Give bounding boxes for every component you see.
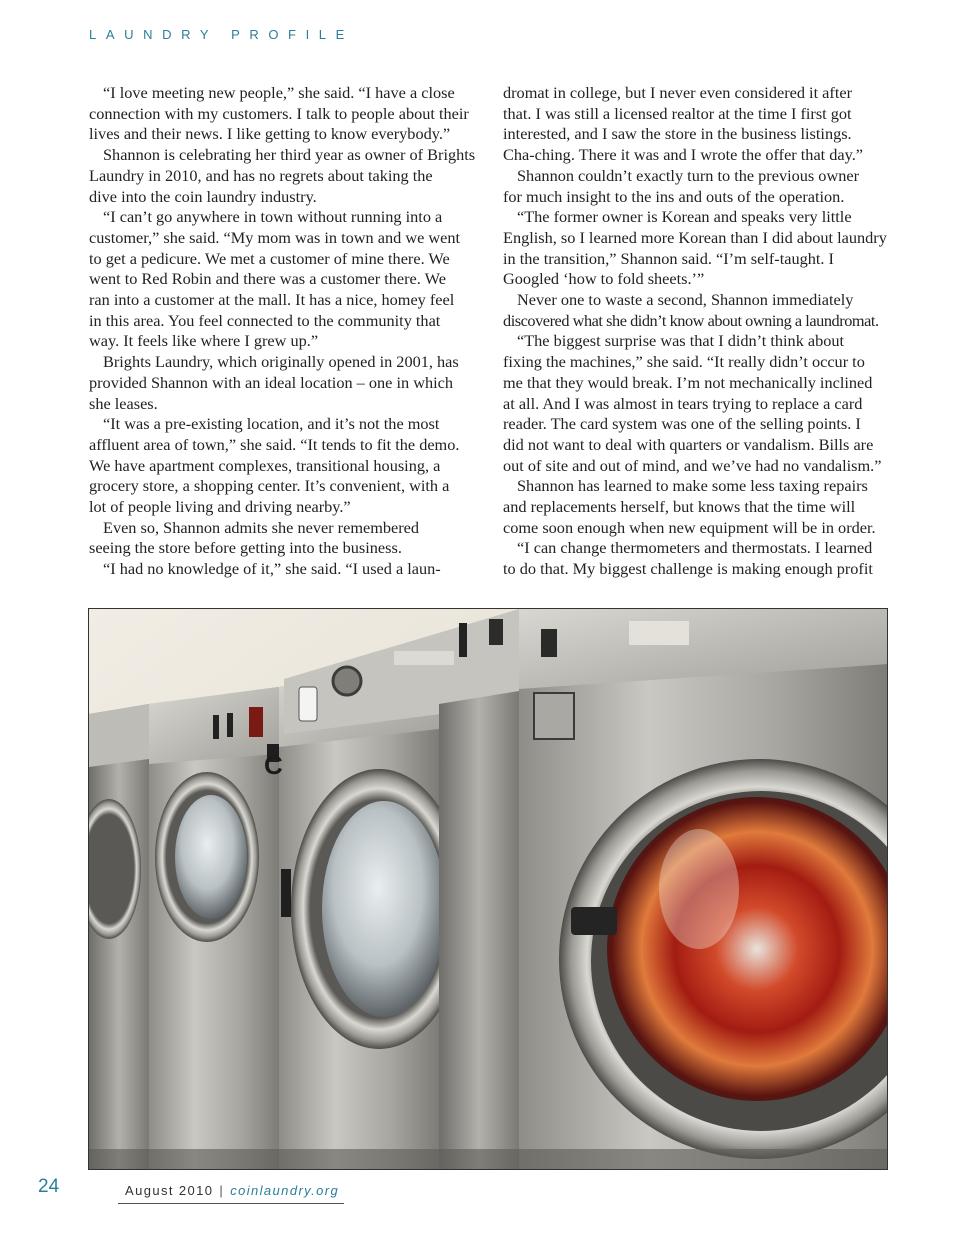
text-line: and replacements herself, but knows that the time will bbox=[503, 497, 856, 517]
text-line: Googled ‘how to fold sheets.’” bbox=[503, 269, 705, 289]
text-line: Shannon couldn’t exactly turn to the previous owner bbox=[517, 165, 859, 185]
laundromat-washers-photo bbox=[88, 608, 888, 1170]
text-line: went to Red Robin and there was a customer there. We bbox=[89, 269, 446, 289]
text-line: at all. And I was almost in tears trying to replace a card bbox=[503, 393, 863, 413]
paragraph bbox=[503, 476, 888, 538]
text-line: “I can’t go anywhere in town without running into a bbox=[103, 207, 443, 227]
text-line: me that they would break. I’m not mechanically inclined bbox=[503, 372, 873, 392]
paragraph bbox=[503, 207, 888, 290]
text-line: “The former owner is Korean and speaks very little bbox=[517, 207, 852, 227]
text-line: “It was a pre-existing location, and it’s not the most bbox=[103, 414, 440, 434]
paragraph bbox=[89, 207, 474, 352]
paragraph bbox=[503, 166, 888, 207]
text-line: “The biggest surprise was that I didn’t think about bbox=[517, 331, 845, 351]
text-line: reader. The card system was one of the selling points. I bbox=[503, 414, 861, 434]
text-line: that. I was still a licensed realtor at the time I first got bbox=[503, 103, 852, 123]
text-line: did not want to deal with quarters or vandalism. Bills are bbox=[503, 434, 874, 454]
paragraph bbox=[503, 538, 888, 579]
text-line: in this area. You feel connected to the community that bbox=[89, 310, 441, 330]
text-line: connection with my customers. I talk to people about their bbox=[89, 103, 469, 123]
text-line: Shannon has learned to make some less taxing repairs bbox=[517, 476, 868, 496]
text-line: to get a pedicure. We met a customer of mine there. We bbox=[89, 248, 450, 268]
text-line: “I love meeting new people,” she said. “I have a close bbox=[103, 83, 455, 102]
text-line: Never one to waste a second, Shannon immediately bbox=[517, 290, 854, 310]
footer-separator: | bbox=[219, 1183, 225, 1198]
paragraph bbox=[89, 414, 474, 518]
paragraph bbox=[89, 559, 474, 580]
footer-issue-line bbox=[125, 1183, 339, 1198]
text-line: affluent area of town,” she said. “It tends to fit the demo. bbox=[89, 434, 460, 454]
text-line: seeing the store before getting into the business. bbox=[89, 538, 402, 558]
text-line: Cha-ching. There it was and I wrote the offer that day.” bbox=[503, 145, 864, 165]
text-line: fixing the machines,” she said. “It really didn’t occur to bbox=[503, 352, 865, 372]
text-line: discovered what she didn’t know about owning a laundromat. bbox=[503, 310, 879, 330]
text-line: out of site and out of mind, and we’ve had no vandalism.” bbox=[503, 455, 882, 475]
website-link[interactable]: coinlaundry.org bbox=[230, 1183, 340, 1198]
text-line: come soon enough when new equipment will be in order. bbox=[503, 517, 876, 537]
text-line: “I can change thermometers and thermostats. I learned bbox=[517, 538, 873, 558]
text-line: dive into the coin laundry industry. bbox=[89, 186, 317, 206]
paragraph bbox=[503, 290, 888, 331]
paragraph bbox=[503, 83, 888, 166]
text-line: Laundry in 2010, and has no regrets about taking the bbox=[89, 165, 433, 185]
text-line: grocery store, a shopping center. It’s convenient, with a bbox=[89, 476, 450, 496]
page-number: 24 bbox=[38, 1176, 60, 1197]
text-line: lot of people living and driving nearby.” bbox=[89, 497, 351, 517]
text-line: Even so, Shannon admits she never remembered bbox=[103, 517, 420, 537]
paragraph bbox=[89, 83, 474, 145]
text-line: for much insight to the ins and outs of the operation. bbox=[503, 186, 845, 206]
text-line: way. It feels like where I grew up.” bbox=[89, 331, 319, 351]
machine-letter-c: C bbox=[264, 750, 283, 780]
paragraph bbox=[89, 145, 474, 207]
paragraph bbox=[89, 352, 474, 414]
text-line: customer,” she said. “My mom was in town and we went bbox=[89, 227, 461, 247]
paragraph bbox=[503, 331, 888, 476]
text-line: provided Shannon with an ideal location – one in which bbox=[89, 372, 453, 392]
text-line: ran into a customer at the mall. It has a nice, homey feel bbox=[89, 290, 455, 310]
text-line: she leases. bbox=[89, 393, 158, 413]
text-line: Brights Laundry, which originally opened in 2001, has bbox=[103, 352, 459, 372]
text-line: in the transition,” Shannon said. “I’m self-taught. I bbox=[503, 248, 834, 268]
footer-rule bbox=[118, 1203, 344, 1204]
section-label: LAUNDRY PROFILE bbox=[89, 27, 354, 42]
text-line: interested, and I saw the store in the business listings. bbox=[503, 124, 852, 144]
text-line: lives and their news. I like getting to know everybody.” bbox=[89, 124, 451, 144]
paragraph bbox=[89, 518, 474, 559]
text-line: to do that. My biggest challenge is making enough profit bbox=[503, 559, 873, 579]
text-line: “I had no knowledge of it,” she said. “I used a laun- bbox=[103, 559, 441, 579]
article-column-left bbox=[89, 83, 474, 580]
text-line: Shannon is celebrating her third year as owner of Brights bbox=[103, 145, 476, 165]
text-line: English, so I learned more Korean than I did about laundry bbox=[503, 227, 887, 247]
article-column-right bbox=[503, 83, 888, 580]
text-line: We have apartment complexes, transitional housing, a bbox=[89, 455, 441, 475]
text-line: dromat in college, but I never even considered it after bbox=[503, 83, 852, 102]
issue-date: August 2010 bbox=[125, 1183, 214, 1198]
